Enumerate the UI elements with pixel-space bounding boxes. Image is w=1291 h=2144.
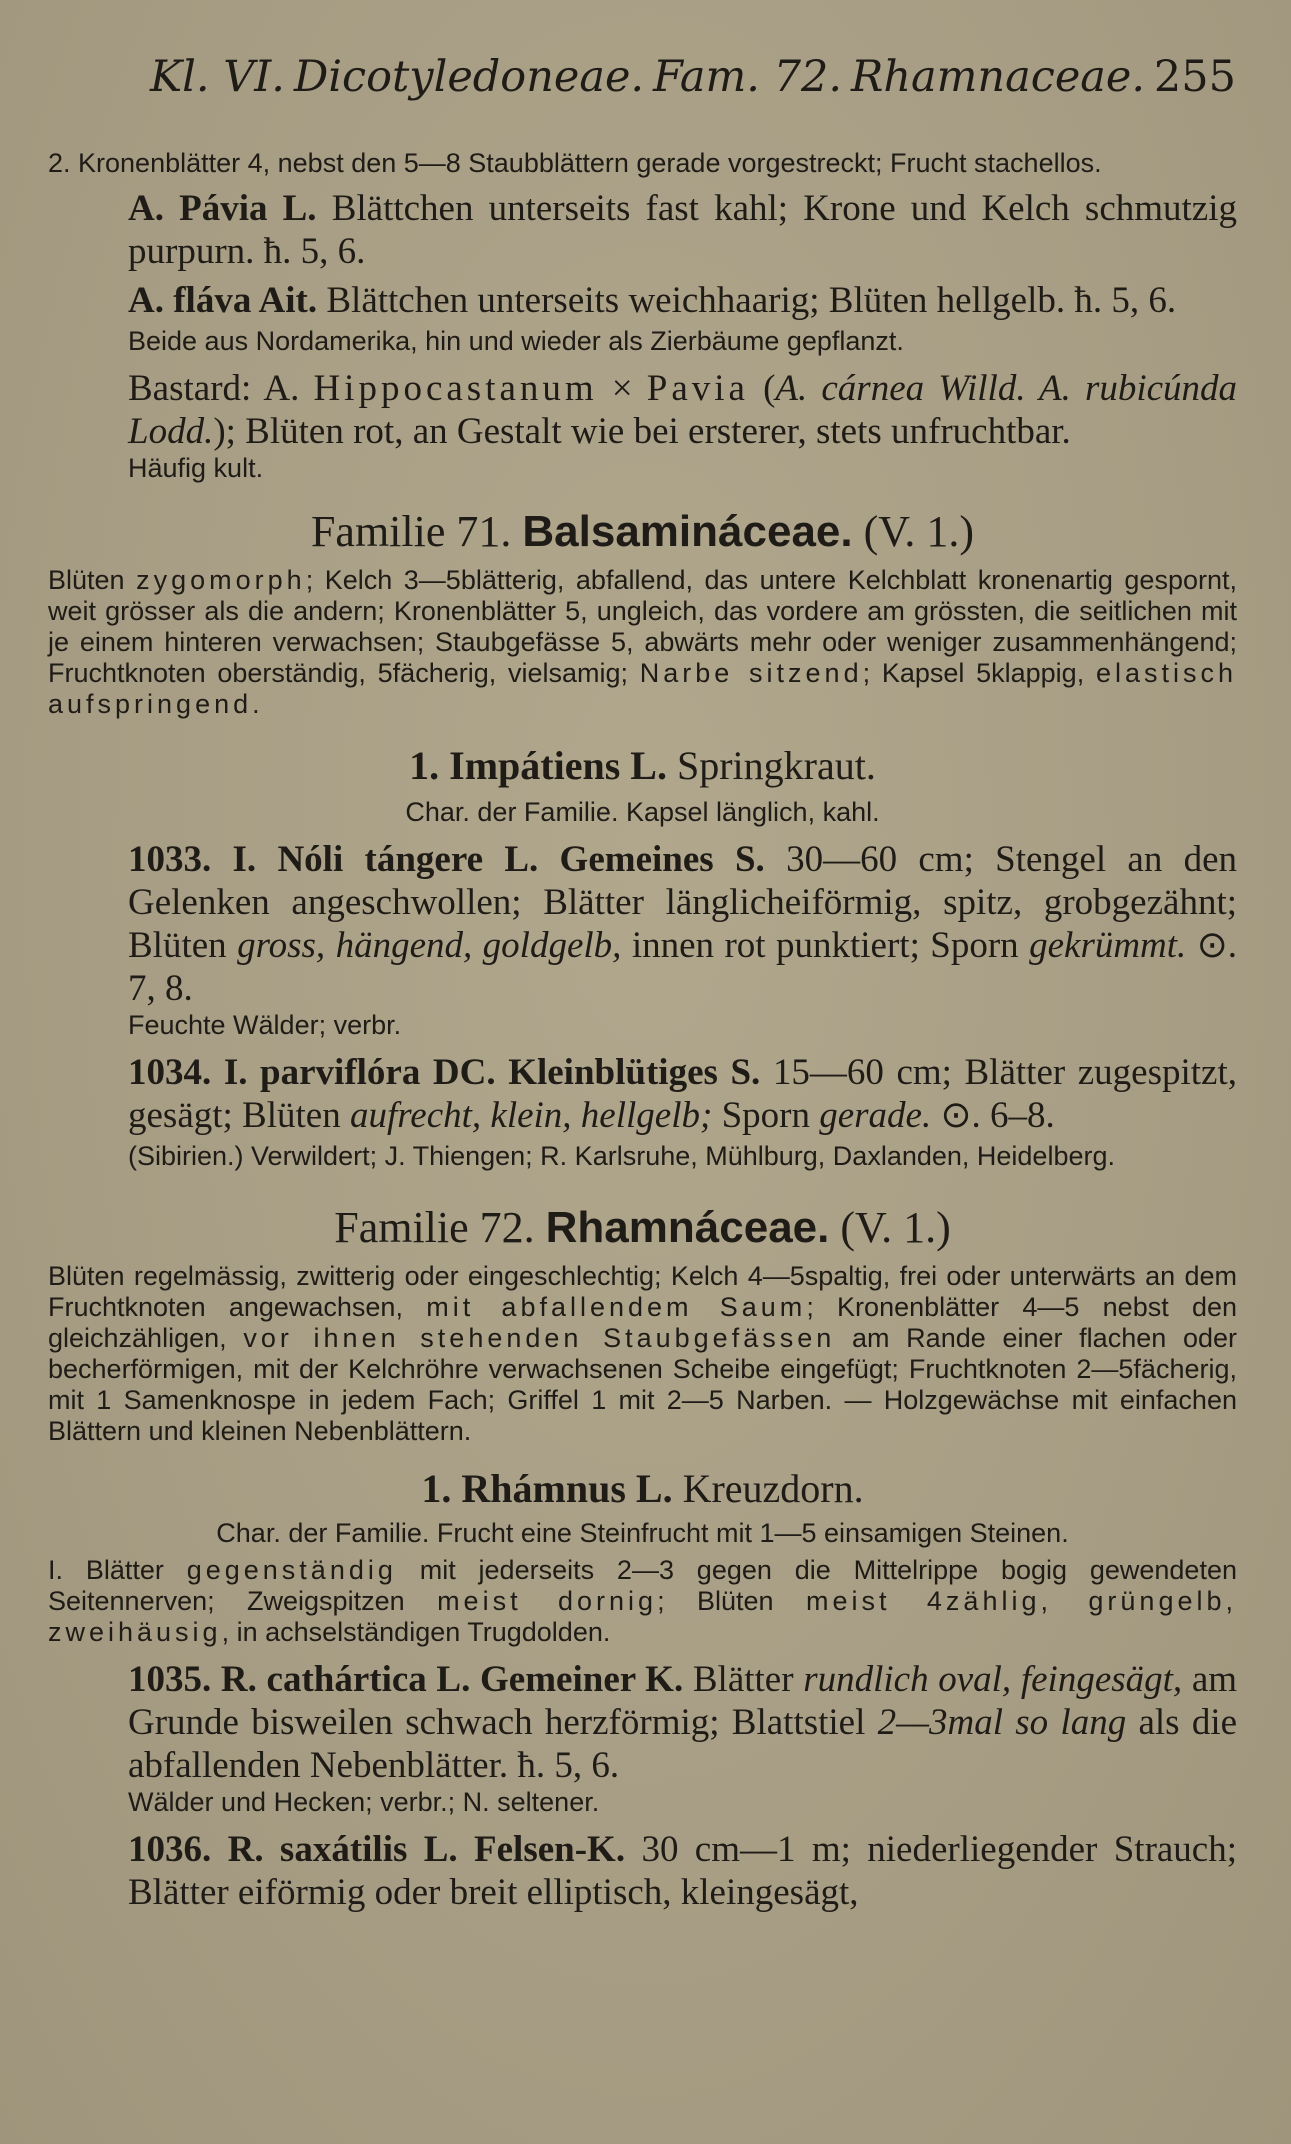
family-suffix: (V. 1.) xyxy=(863,507,975,556)
text-run: ; Kronenblätter 4—5 nebst den gleichzähligen, xyxy=(48,1292,1237,1353)
species-description-italic: rundlich oval, feingesägt, xyxy=(803,1659,1183,1700)
species-name: 1036. R. saxátilis L. xyxy=(128,1829,458,1870)
species-description: Blättchen unterseits fast kahl; Krone und Kelch schmutzig purpurn. ħ. 5, 6. xyxy=(128,188,1238,272)
text-run: ; Kelch 3—5blätterig, abfallend, das untere Kelchblatt kronenartig gespornt, weit grösser als die andern; Kronenblätter 5, ungleich, das vordere am grössten, die seitlichen mit je einem hinteren verwachsen; Staubgefässe 5, abwärts mehr oder weniger zusammenhängend; Fruchtknoten oberständig, 5fächerig, vielsamig; xyxy=(48,565,1237,688)
text-run: , in achselständigen Trugdolden. xyxy=(221,1617,611,1647)
species-description-italic: 2—3mal so lang xyxy=(877,1702,1127,1743)
species-description: Sporn xyxy=(721,1095,810,1136)
species-1036 xyxy=(48,1828,1237,1914)
genus-name: 1. Rhámnus L. xyxy=(421,1466,673,1511)
family-description-72 xyxy=(48,1261,1237,1447)
header-family-number: Fam. 72. xyxy=(652,52,843,102)
text-run-spaced: mit abfallendem Saum xyxy=(426,1292,807,1322)
hybrid-synonyms: A. cárnea Willd. A. rubicúnda Lodd. xyxy=(128,368,1238,452)
text-run-spaced: elastisch aufspringend xyxy=(48,658,1237,719)
species-flava xyxy=(48,279,1237,322)
text-run-spaced: meist 4zählig, grüngelb, zweihäusig xyxy=(48,1586,1237,1647)
family-prefix: Familie 72. xyxy=(334,1203,535,1252)
species-common-name: Gemeines S. xyxy=(559,839,765,880)
species-pavia xyxy=(48,187,1237,273)
key-2: 2. Kronenblätter 4, nebst den 5—8 Staubblättern gerade vorgestreckt; Frucht stachellos. xyxy=(48,148,1102,178)
family-description-71 xyxy=(48,565,1237,720)
habitat-1035: Wälder und Hecken; verbr.; N. seltener. xyxy=(128,1787,600,1817)
family-suffix: (V. 1.) xyxy=(840,1203,951,1252)
page-number: 255 xyxy=(1153,52,1236,102)
genus-heading-rhamnus xyxy=(48,1465,1237,1512)
page-content xyxy=(48,148,1237,1914)
key-1 xyxy=(48,1555,1237,1648)
species-description: innen rot punktiert; Sporn xyxy=(631,925,1019,966)
family-prefix: Familie 71. xyxy=(310,507,512,556)
distribution-note: Beide aus Nordamerika, hin und wieder als Zierbäume gepflanzt. xyxy=(128,326,904,356)
genus-common-name: Springkraut. xyxy=(676,743,876,788)
species-description-italic: gekrümmt. xyxy=(1029,925,1187,966)
text-run: Blüten xyxy=(48,565,125,595)
text-run: ; Blüten xyxy=(657,1586,774,1616)
header-subclass: Dicotyledoneae. xyxy=(293,52,645,102)
hybrid-description: ); Blüten rot, an Gestalt wie bei ersterer, stets unfruchtbar. xyxy=(213,411,1071,452)
hybrid-parent-2: Pavia xyxy=(646,368,749,409)
text-run: mit jederseits 2—3 gegen die Mittelrippe bogig gewendeten Seitennerven; Zweigspitzen xyxy=(48,1555,1237,1616)
species-1033 xyxy=(48,838,1237,1010)
species-description: am Grunde bisweilen schwach herzförmig; Blattstiel xyxy=(128,1659,1238,1743)
species-common-name: Felsen-K. xyxy=(474,1829,626,1870)
text-run-spaced: Narbe sitzend xyxy=(639,658,863,688)
species-1035 xyxy=(48,1658,1237,1787)
genus-character: Char. der Familie. Kapsel länglich, kahl. xyxy=(405,797,880,827)
genus-name: 1. Impátiens L. xyxy=(409,743,667,788)
cultivation-note: Häufig kult. xyxy=(128,453,264,483)
hybrid-cross: × xyxy=(611,368,633,409)
header-class: Kl. VI. xyxy=(150,52,285,102)
species-name: 1033. I. Nóli tángere L. xyxy=(128,839,539,880)
species-name: 1035. R. cathártica L. xyxy=(128,1659,471,1700)
text-run: . xyxy=(252,689,260,719)
species-description: Blätter xyxy=(692,1659,794,1700)
text-run: am Rande einer flachen oder becherförmigen, mit der Kelchröhre verwachsenen Scheibe eingefügt; Fruchtknoten 2—5fächerig, mit 1 Samenknospe in jedem Fach; Griffel 1 mit 2—5 Narben. — Holzgewächse mit einfachen Blättern und kleinen Nebenblättern. xyxy=(48,1323,1237,1446)
hybrid-entry xyxy=(48,367,1237,453)
species-description: als die abfallenden Nebenblätter. ħ. 5, 6. xyxy=(128,1702,1238,1786)
hybrid-label: Bastard: A. xyxy=(128,368,300,409)
species-description: Blättchen unterseits weichhaarig; Blüten hellgelb. ħ. 5, 6. xyxy=(326,280,1177,321)
genus-heading-impatiens xyxy=(48,742,1237,789)
family-name: Rhamnáceae. xyxy=(545,1203,830,1252)
text-run-spaced: gegenständig xyxy=(186,1555,397,1585)
text-run: Blüten regelmässig, zwitterig oder eingeschlechtig; Kelch 4—5spaltig, frei oder unterwärts an dem Fruchtknoten angewachsen, xyxy=(48,1261,1237,1322)
species-common-name: Kleinblütiges S. xyxy=(508,1052,761,1093)
habitat-1034: (Sibirien.) Verwildert; J. Thiengen; R. Karlsruhe, Mühlburg, Daxlanden, Heidelberg. xyxy=(128,1141,1115,1171)
species-description-italic: gerade. xyxy=(819,1095,932,1136)
text-run: I. Blätter xyxy=(48,1555,164,1585)
species-description: 30—60 cm; Stengel an den Gelenken angeschwollen; Blätter länglicheiförmig, spitz, grobgezähnt; Blüten xyxy=(128,839,1238,966)
paren-open: ( xyxy=(763,368,776,409)
species-description: ⊙. 7, 8. xyxy=(128,925,1237,1009)
hybrid-parent-1: Hippocastanum xyxy=(313,368,598,409)
genus-common-name: Kreuzdorn. xyxy=(682,1466,864,1511)
genus-character: Char. der Familie. Frucht eine Steinfrucht mit 1—5 einsamigen Steinen. xyxy=(216,1518,1069,1548)
text-run-spaced: vor ihnen stehenden Staubgefässen xyxy=(243,1323,836,1353)
running-header xyxy=(150,52,1236,102)
family-heading-71 xyxy=(48,506,1237,557)
header-family-name: Rhamnaceae. xyxy=(850,52,1146,102)
family-name: Balsamináceae. xyxy=(522,507,853,556)
species-description-italic: gross, hängend, goldgelb, xyxy=(237,925,622,966)
species-name: A. fláva Ait. xyxy=(128,280,318,321)
species-1034 xyxy=(48,1051,1237,1137)
text-run-spaced: meist dornig xyxy=(437,1586,658,1616)
species-description: 30 cm—1 m; niederliegender Strauch; Blätter eiförmig oder breit elliptisch, kleingesägt, xyxy=(128,1829,1238,1913)
habitat-1033: Feuchte Wälder; verbr. xyxy=(128,1010,402,1040)
text-run: ; Kapsel 5klappig, xyxy=(862,658,1085,688)
family-heading-72 xyxy=(48,1202,1237,1253)
species-name: A. Pávia L. xyxy=(128,188,317,229)
species-name: 1034. I. parviflóra DC. xyxy=(128,1052,496,1093)
species-description: 15—60 cm; Blätter zugespitzt, gesägt; Blüten xyxy=(128,1052,1238,1136)
text-run-spaced: zygomorph xyxy=(136,565,306,595)
species-description-italic: aufrecht, klein, hellgelb; xyxy=(349,1095,713,1136)
species-common-name: Gemeiner K. xyxy=(480,1659,684,1700)
species-description: ⊙. 6–8. xyxy=(940,1095,1055,1136)
